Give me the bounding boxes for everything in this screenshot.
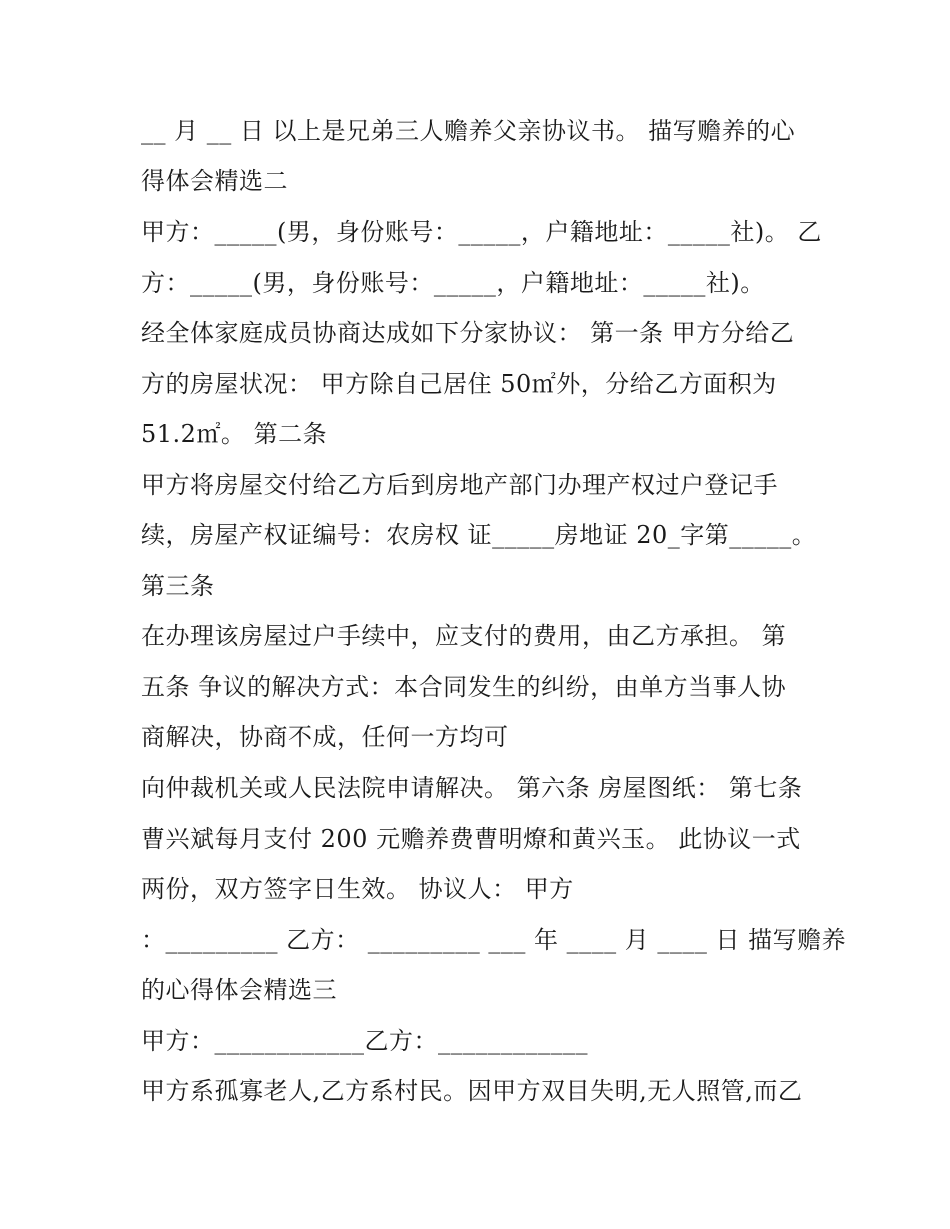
text-line: 商解决，协商不成，任何一方均可 [141, 723, 509, 751]
text-line: 甲方系孤寡老人,乙方系村民。因甲方双目失明,无人照管,而乙 [141, 1077, 803, 1105]
text-line: 甲方：____________乙方：____________ [141, 1027, 588, 1055]
text-line: 经全体家庭成员协商达成如下分家协议： 第一条 甲方分给乙 [141, 319, 795, 347]
text-line: 曹兴斌每月支付 200 元赡养费曹明燎和黄兴玉。 此协议一式 [141, 825, 801, 853]
text-line: 向仲裁机关或人民法院申请解决。 第六条 房屋图纸： 第七条 [141, 774, 803, 802]
text-line: 在办理该房屋过户手续中，应支付的费用，由乙方承担。 第 [141, 622, 787, 650]
text-line: 得体会精选二 [141, 167, 288, 195]
text-line: 51.2㎡。 第二条 [141, 420, 328, 448]
text-line: 甲方将房屋交付给乙方后到房地产部门办理产权过户登记手 [141, 471, 778, 499]
text-line: 两份，双方签字日生效。 协议人： 甲方 [141, 875, 574, 903]
text-line: 方：_____(男，身份账号：_____，户籍地址：_____社)。 [141, 269, 765, 297]
text-line: 方的房屋状况： 甲方除自己居住 50㎡外，分给乙方面积为 [141, 370, 777, 398]
text-line: 第三条 [141, 572, 215, 600]
text-line: 甲方：_____(男，身份账号：_____，户籍地址：_____社)。 乙 [141, 218, 822, 246]
text-line: 五条 争议的解决方式：本合同发生的纠纷，由单方当事人协 [141, 673, 787, 701]
text-line: ：_________ 乙方： _________ ___ 年 ____ 月 ____ 日 描写赡养 [141, 926, 847, 954]
text-line: 的心得体会精选三 [141, 976, 337, 1004]
text-line: __ 月 __ 日 以上是兄弟三人赡养父亲协议书。 描写赡养的心 [141, 117, 796, 145]
text-line: 续，房屋产权证编号：农房权 证_____房地证 20_字第_____。 [141, 521, 817, 549]
